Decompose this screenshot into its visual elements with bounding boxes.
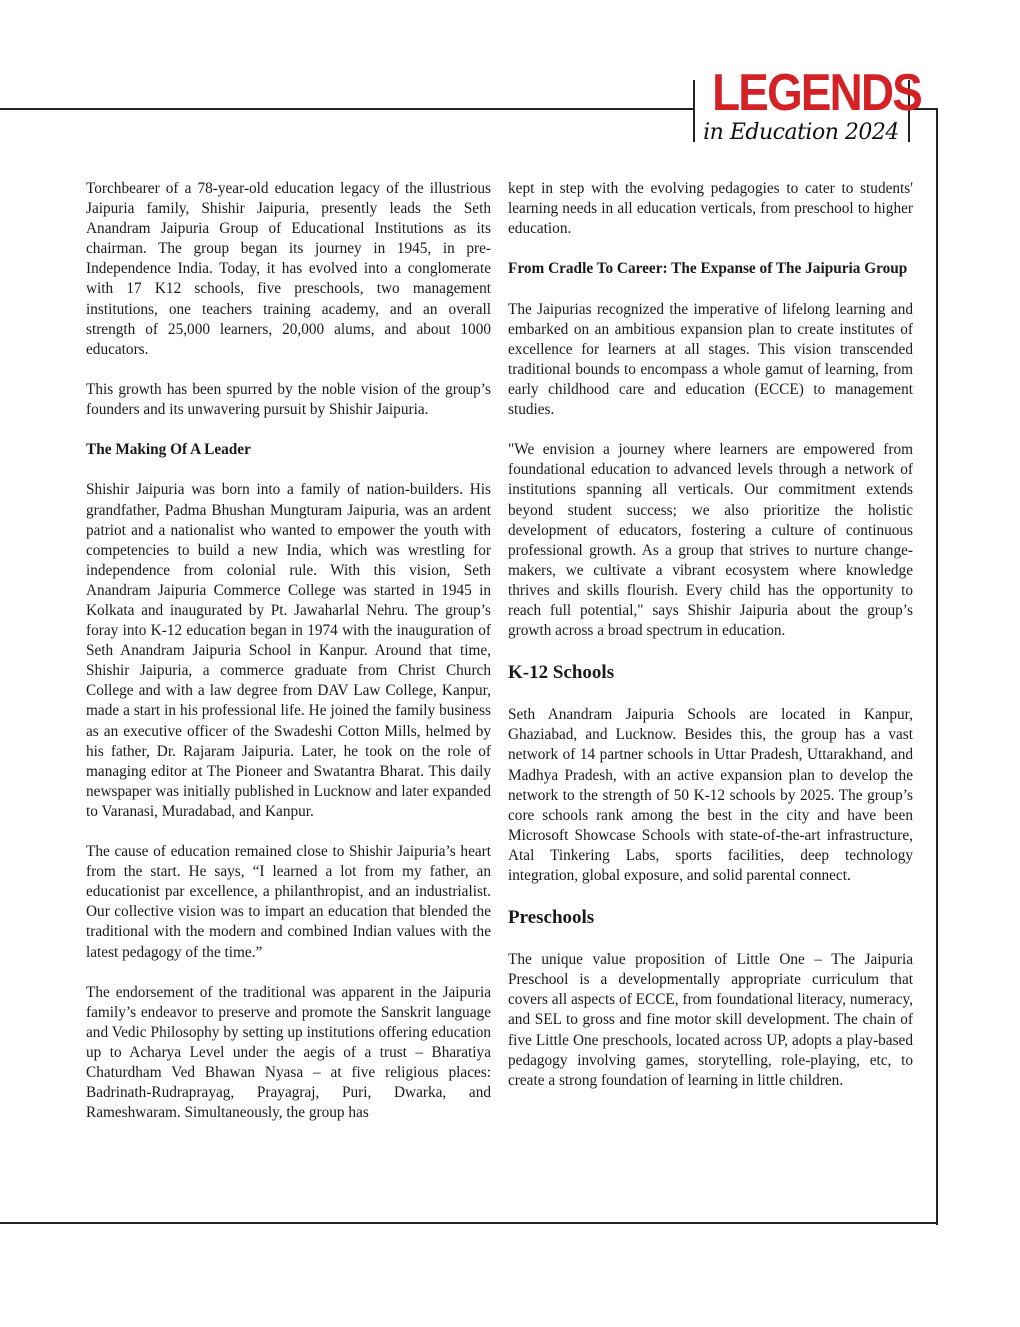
intro-paragraph: Torchbearer of a 78-year-old education legacy of the illustrious Jaipuria family, Shishir Jaipuria, presently leads the Seth Anandram Jaipuria Group of Educational Institutions as its chairman. The group began its journey in 1945, in pre-Independence India. Today, it has evolved into a conglomerate with 17 K12 schools, five preschools, two management institutions, one teachers training academy, and an overall strength of 25,000 learners, 20,000 alums, and about 1000 educators. [86,180,491,358]
leader-heading: The Making Of A Leader [86,441,251,459]
continuation-paragraph: kept in step with the evolving pedagogies to cater to students' learning needs in all education verticals, from preschool to higher education. [508,180,913,238]
k12-heading: K-12 Schools [508,662,615,684]
cradle-heading: From Cradle To Career: The Expanse of The Jaipuria Group [508,260,908,278]
right-column [508,179,913,1111]
preschools-heading: Preschools [508,907,595,929]
cause-paragraph: The cause of education remained close to Shishir Jaipuria’s heart from the start. He says, “I learned a lot from my father, an educationist par excellence, a philanthropist, and an industrialist. Our collective vision was to impart an education that blended the traditional with the modern and combined Indian values with the latest pedagogy of the time.” [86,843,491,961]
right-rule [936,108,938,1225]
left-column [86,179,491,1144]
logo-subtitle: in Education 2024 [703,120,899,145]
preschools-paragraph: The unique value proposition of Little One – The Jaipuria Preschool is a developmentally appropriate curriculum that covers all aspects of ECCE, from foundational literacy, numeracy, and SEL to gross and fine motor skill development. The chain of five Little One preschools, located across UP, adopts a play-based pedagogy involving games, storytelling, role-playing, etc, to create a strong foundation of learning in little children. [508,951,913,1089]
logo-left-bar [693,80,695,142]
leader-paragraph: Shishir Jaipuria was born into a family of nation-builders. His grandfather, Padma Bhushan Mungturam Jaipuria, was an ardent patriot and a nationalist who wanted to empower the youth with competencies to build a new India, which was wrestling for independence from colonial rule. With this vision, Seth Anandram Jaipuria Commerce College was started in 1945 in Kolkata and inaugurated by Pt. Jawaharlal Nehru. The group’s foray into K-12 education began in 1974 with the inauguration of Seth Anandram Jaipuria School in Kanpur. Around that time, Shishir Jaipuria, a commerce graduate from Christ Church College and with a law degree from DAV Law College, Kanpur, made a start in his professional life. He joined the family business as an executive officer of the Swadeshi Cotton Mills, helmed by his father, Dr. Rajaram Jaipuria. Later, he took on the role of managing editor at The Pioneer and Swatantra Bharat. This daily newspaper was initially published in Lucknow and later expanded to Varanasi, Muradabad, and Kanpur. [86,481,491,820]
legends-logo [700,64,922,146]
endorsement-paragraph: The endorsement of the traditional was apparent in the Jaipuria family’s endeavor to preserve and promote the Sanskrit language and Vedic Philosophy by setting up institutions offering education up to Acharya Level under the aegis of a trust – Bharatiya Chaturdham Ved Bhawan Nyasa – at five religious places: Badrinath-Rudraprayag, Prayagraj, Puri, Dwarka, and Rameshwaram. Simultaneously, the group has [86,983,491,1122]
top-rule [0,108,693,110]
k12-paragraph: Seth Anandram Jaipuria Schools are located in Kanpur, Ghaziabad, and Lucknow. Besides this, the group has a vast network of 14 partner schools in Uttar Pradesh, Uttarakhand, and Madhya Pradesh, with an active expansion plan to develop the network to the strength of 50 K-12 schools by 2025. The group’s core schools rank among the best in the city and have been Microsoft Showcase Schools with state-of-the-art infrastructure, Atal Tinkering Labs, sports facilities, deep technology integration, global exposure, and solid parental connect. [508,706,913,884]
logo-title: LEGENDS [712,64,922,122]
growth-paragraph: This growth has been spurred by the noble vision of the group’s founders and its unwavering pursuit by Shishir Jaipuria. [86,380,491,419]
expansion-paragraph: The Jaipurias recognized the imperative of lifelong learning and embarked on an ambitious expansion plan to create institutes of excellence for learners at all stages. This vision transcended traditional bounds to encompass a whole gamut of learning, from early childhood care and education (ECCE) to management studies. [508,300,913,419]
bottom-rule [0,1222,938,1224]
quote-paragraph: "We envision a journey where learners are empowered from foundational education to advanced levels through a network of institutions spanning all verticals. Our commitment extends beyond student success; we also prioritize the holistic development of educators, fostering a culture of continuous professional growth. As a group that strives to nurture change-makers, we cultivate a vibrant ecosystem where knowledge thrives and skills flourish. Every child has the opportunity to reach full potential," says Shishir Jaipuria about the group’s growth across a broad spectrum in education. [508,441,913,640]
